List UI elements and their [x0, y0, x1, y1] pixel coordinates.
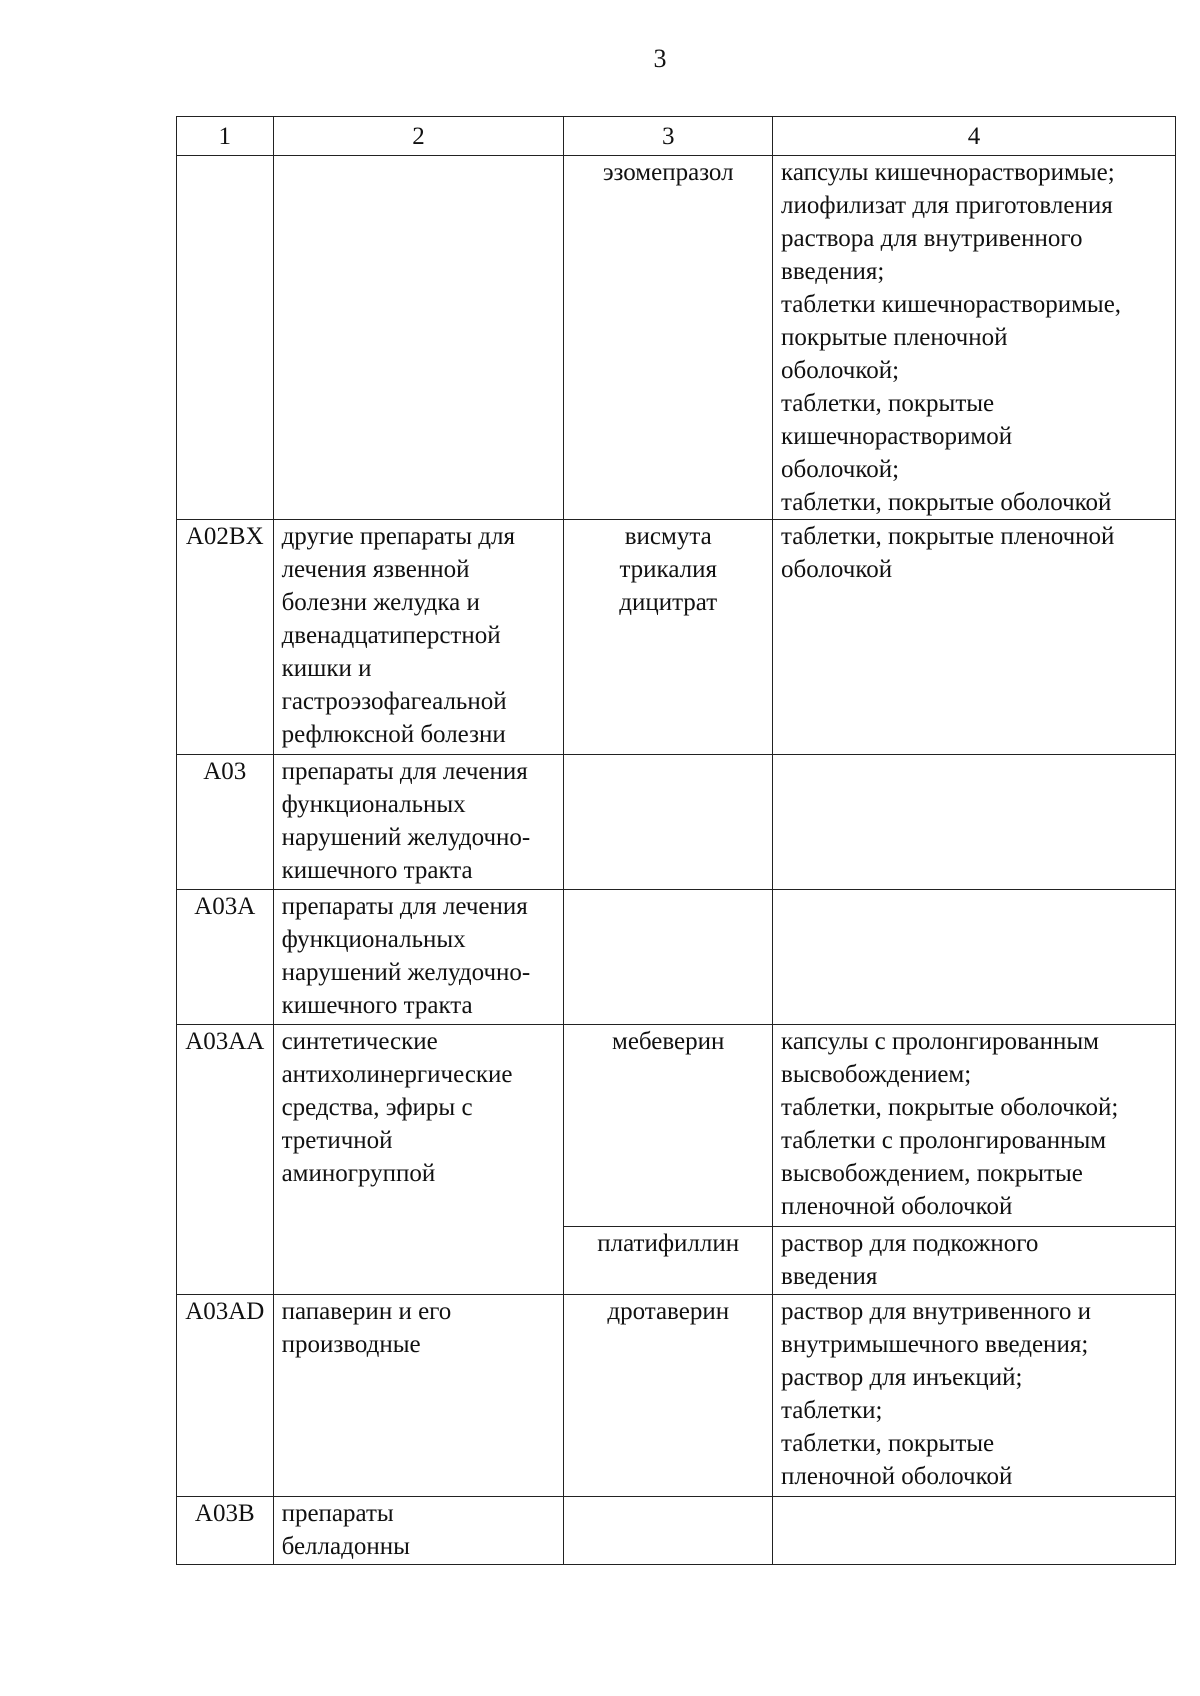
form-line: пленочной оболочкой	[781, 1193, 1013, 1220]
group-cell	[273, 156, 564, 520]
group-cell	[273, 1025, 564, 1295]
inn-line: висмута	[624, 523, 712, 550]
group-line: белладонны	[281, 1533, 410, 1560]
form-line: оболочкой;	[781, 456, 900, 483]
group-line: папаверин и его	[281, 1298, 452, 1325]
group-line: третичной	[281, 1127, 393, 1154]
inn-cell	[564, 520, 773, 755]
group-line: кишечного тракта	[281, 992, 473, 1019]
dosage-form-cell	[773, 755, 1176, 890]
group-line: производные	[281, 1331, 421, 1358]
form-line: раствор для подкожного	[781, 1230, 1039, 1257]
group-line: антихолинергические	[281, 1061, 513, 1088]
atc-code-cell: A03A	[177, 890, 274, 1025]
form-line: таблетки, покрытые оболочкой	[781, 489, 1112, 516]
group-line: аминогруппой	[281, 1160, 436, 1187]
inn-cell	[564, 1025, 773, 1227]
atc-code-cell: A03B	[177, 1497, 274, 1565]
form-line: высвобождением;	[781, 1061, 972, 1088]
header-col-3: 3	[564, 117, 773, 156]
table-row	[177, 755, 1176, 890]
dosage-form-cell	[773, 1227, 1176, 1295]
form-line: оболочкой;	[781, 357, 900, 384]
inn-line: трикалия	[619, 556, 717, 583]
dosage-form-cell	[773, 520, 1176, 755]
group-line: двенадцатиперстной	[281, 622, 501, 649]
table-row	[177, 1497, 1176, 1565]
inn-cell	[564, 755, 773, 890]
group-line: препараты для лечения	[281, 893, 528, 920]
form-line: пленочной оболочкой	[781, 1463, 1013, 1490]
form-line: покрытые пленочной	[781, 324, 1008, 351]
group-line: препараты для лечения	[281, 758, 528, 785]
form-line: таблетки;	[781, 1397, 883, 1424]
group-line: нарушений желудочно-	[281, 824, 531, 851]
form-line: таблетки, покрытые оболочкой;	[781, 1094, 1119, 1121]
dosage-form-cell	[773, 1025, 1176, 1227]
inn-line: мебеверин	[612, 1028, 725, 1055]
atc-code-cell: A03AD	[177, 1295, 274, 1497]
table-row	[177, 156, 1176, 520]
inn-cell	[564, 890, 773, 1025]
form-line: раствора для внутривенного	[781, 225, 1083, 252]
group-line: болезни желудка и	[281, 589, 480, 616]
form-line: введения;	[781, 258, 885, 285]
dosage-form-cell	[773, 890, 1176, 1025]
group-line: функциональных	[281, 791, 466, 818]
group-line: синтетические	[281, 1028, 438, 1055]
dosage-form-cell	[773, 1295, 1176, 1497]
form-line: таблетки с пролонгированным	[781, 1127, 1107, 1154]
form-line: капсулы с пролонгированным	[781, 1028, 1099, 1055]
form-line: внутримышечного введения;	[781, 1331, 1089, 1358]
group-cell	[273, 890, 564, 1025]
atc-code-cell: A02BX	[177, 520, 274, 755]
atc-code-cell	[177, 156, 274, 520]
group-cell	[273, 1497, 564, 1565]
page-number: 3	[653, 44, 667, 73]
inn-cell	[564, 1295, 773, 1497]
inn-cell	[564, 156, 773, 520]
atc-code-cell: A03	[177, 755, 274, 890]
group-line: кишки и	[281, 655, 372, 682]
inn-line: платифиллин	[597, 1230, 740, 1257]
group-line: другие препараты для	[281, 523, 515, 550]
group-line: средства, эфиры с	[281, 1094, 473, 1121]
form-line: раствор для внутривенного и	[781, 1298, 1092, 1325]
dosage-form-cell	[773, 156, 1176, 520]
form-line: кишечнорастворимой	[781, 423, 1013, 450]
header-row	[177, 117, 1176, 156]
dosage-form-cell	[773, 1497, 1176, 1565]
header-col-1: 1	[177, 117, 274, 156]
drug-table	[176, 116, 1176, 1565]
form-line: таблетки кишечнорастворимые,	[781, 291, 1122, 318]
header-col-2: 2	[273, 117, 564, 156]
group-line: рефлюксной болезни	[281, 721, 506, 748]
form-line: капсулы кишечнорастворимые;	[781, 159, 1115, 186]
group-line: нарушений желудочно-	[281, 959, 531, 986]
form-line: раствор для инъекций;	[781, 1364, 1023, 1391]
atc-code-cell: A03AA	[177, 1025, 274, 1295]
inn-cell	[564, 1227, 773, 1295]
group-cell	[273, 755, 564, 890]
table-row	[177, 520, 1176, 755]
form-line: таблетки, покрытые пленочной	[781, 523, 1115, 550]
inn-cell	[564, 1497, 773, 1565]
group-cell	[273, 520, 564, 755]
table-row	[177, 1025, 1176, 1227]
table-row	[177, 1295, 1176, 1497]
form-line: высвобождением, покрытые	[781, 1160, 1083, 1187]
inn-line: дицитрат	[619, 589, 718, 616]
header-col-4: 4	[773, 117, 1176, 156]
group-line: кишечного тракта	[281, 857, 473, 884]
group-line: функциональных	[281, 926, 466, 953]
form-line: таблетки, покрытые	[781, 1430, 995, 1457]
inn-line: эзомепразол	[602, 159, 734, 186]
group-line: препараты	[281, 1500, 394, 1527]
form-line: таблетки, покрытые	[781, 390, 995, 417]
form-line: лиофилизат для приготовления	[781, 192, 1113, 219]
table-row	[177, 890, 1176, 1025]
form-line: введения	[781, 1263, 878, 1290]
group-line: лечения язвенной	[281, 556, 470, 583]
group-cell	[273, 1295, 564, 1497]
inn-line: дротаверин	[607, 1298, 730, 1325]
group-line: гастроэзофагеальной	[281, 688, 507, 715]
form-line: оболочкой	[781, 556, 893, 583]
